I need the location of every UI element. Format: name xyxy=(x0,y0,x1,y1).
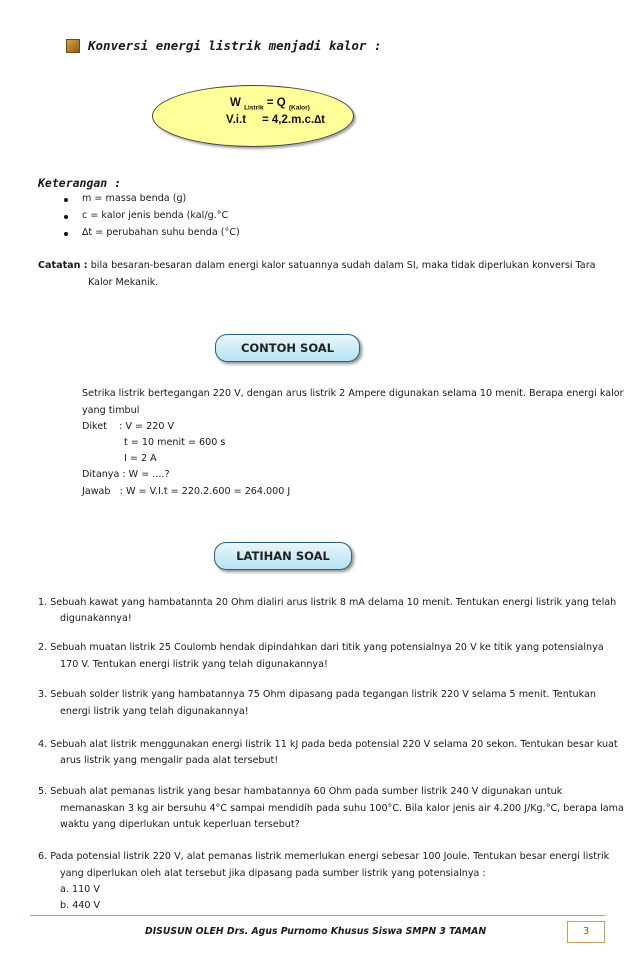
question-5-line: memanaskan 3 kg air bersuhu 4°C sampai mendidih pada suhu 100°C. Bila kalor jenis air 4.200 J/Kg.°C, berapa lama xyxy=(60,803,624,814)
keterangan-item: m = massa benda (g) xyxy=(82,193,187,204)
section-heading xyxy=(66,38,382,53)
contoh-line: yang timbul xyxy=(82,405,140,416)
formula-sub-kalor: (Kalor) xyxy=(288,104,310,112)
bullet-dot xyxy=(64,232,68,236)
question-2-line: 170 V. Tentukan energi listrik yang telah digunakannya! xyxy=(60,659,328,670)
question-1-line: digunakannya! xyxy=(60,613,132,624)
contoh-line: I = 2 A xyxy=(124,453,157,464)
catatan-text: bila besaran-besaran dalam energi kalor satuannya sudah dalam SI, maka tidak diperlukan konversi Tara xyxy=(90,260,596,271)
question-3-line: energi listrik yang telah digunakannya! xyxy=(60,706,249,717)
footer-divider xyxy=(30,915,605,916)
contoh-line: Ditanya : W = ....? xyxy=(82,469,170,480)
bullet-dot xyxy=(64,215,68,219)
question-1-line: 1. Sebuah kawat yang hambatannta 20 Ohm dialiri arus listrik 8 mA delama 10 menit. Tentukan energi listrik yang telah xyxy=(38,597,617,608)
contoh-line: Jawab : W = V.I.t = 220.2.600 = 264.000 J xyxy=(82,486,291,497)
question-6-line: 6. Pada potensial listrik 220 V, alat pemanas listrik memerlukan energi sebesar 100 Joule. Tentukan besar energi listrik xyxy=(38,851,610,862)
contoh-line: t = 10 menit = 600 s xyxy=(124,437,226,448)
catatan-line-1 xyxy=(38,259,596,272)
catatan-line-2: Kalor Mekanik. xyxy=(88,277,159,288)
formula-w: W xyxy=(230,97,241,109)
bullet-dot xyxy=(64,198,68,202)
section-heading-text: Konversi energi listrik menjadi kalor : xyxy=(88,38,382,53)
question-5-line: waktu yang diperlukan untuk keperluan tersebut? xyxy=(60,819,300,830)
question-4-line: arus listrik yang mengalir pada alat tersebut! xyxy=(60,755,279,766)
square-bullet-icon xyxy=(66,39,80,53)
contoh-line: Setrika listrik bertegangan 220 V, dengan arus listrik 2 Ampere digunakan selama 10 menit. Berapa energi kalor xyxy=(82,388,624,399)
formula-line-1 xyxy=(230,97,310,111)
question-2-line: 2. Sebuah muatan listrik 25 Coulomb hendak dipindahkan dari titik yang potensialnya 20 V ke titik yang potensialnya xyxy=(38,642,604,653)
footer-credit: DISUSUN OLEH Drs. Agus Purnomo Khusus Siswa SMPN 3 TAMAN xyxy=(145,926,487,937)
latihan-soal-banner: LATIHAN SOAL xyxy=(214,542,352,570)
formula-eq-q: = Q xyxy=(266,97,286,109)
page-number: 3 xyxy=(567,921,605,943)
question-4-line: 4. Sebuah alat listrik menggunakan energi listrik 11 kJ pada beda potensial 220 V selama 20 sekon. Tentukan besar kuat xyxy=(38,739,618,750)
catatan-label: Catatan : xyxy=(38,260,88,271)
question-3-line: 3. Sebuah solder listrik yang hambatannya 75 Ohm dipasang pada tegangan listrik 220 V selama 5 menit. Tentukan xyxy=(38,689,596,700)
formula-line-2: V.i.t = 4,2.m.c.∆t xyxy=(226,114,325,126)
keterangan-item: ∆t = perubahan suhu benda (°C) xyxy=(82,227,240,238)
question-5-line: 5. Sebuah alat pemanas listrik yang besar hambatannya 60 Ohm pada sumber listrik 240 V digunakan untuk xyxy=(38,786,563,797)
contoh-line: Diket : V = 220 V xyxy=(82,421,175,432)
question-6-option-b: b. 440 V xyxy=(60,900,101,911)
formula-sub-listrik: Listrik xyxy=(244,104,264,112)
keterangan-item: c = kalor jenis benda (kal/g.°C xyxy=(82,210,229,221)
question-6-line: yang diperlukan oleh alat tersebut jika dipasang pada sumber listrik yang potensialnya : xyxy=(60,868,486,879)
contoh-soal-banner: CONTOH SOAL xyxy=(215,334,360,362)
question-6-option-a: a. 110 V xyxy=(60,884,100,895)
keterangan-title: Keterangan : xyxy=(38,176,122,190)
